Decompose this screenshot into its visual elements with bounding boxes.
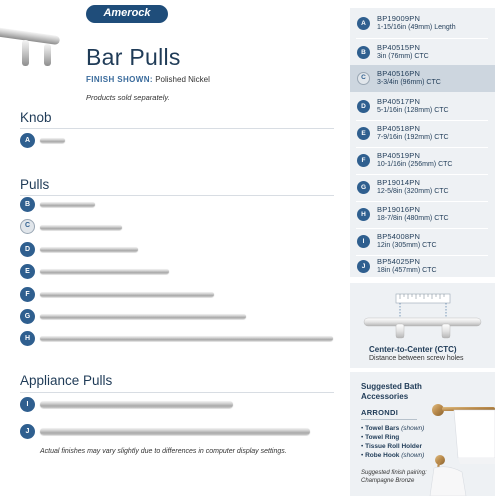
spec-row-h[interactable] <box>350 202 495 227</box>
bath-item-name: Robe Hook <box>365 452 400 459</box>
spec-badge: B <box>357 46 370 59</box>
pull-h-image[interactable] <box>40 336 333 341</box>
badge-b[interactable]: B <box>20 197 35 212</box>
spec-sku: BP40516PN <box>377 69 421 78</box>
brand-logo: Amerock <box>86 5 168 23</box>
bath-divider <box>361 419 417 420</box>
badge-a[interactable]: A <box>20 133 35 148</box>
spec-sku: BP19009PN <box>377 14 421 23</box>
section-title-appliance-pulls: Appliance Pulls <box>20 373 113 388</box>
spec-size: 3in (76mm) CTC <box>377 53 429 60</box>
spec-sku: BP19016PN <box>377 205 421 214</box>
spec-badge: C <box>357 72 370 85</box>
spec-sku: BP40518PN <box>377 124 421 133</box>
spec-badge: G <box>357 181 370 194</box>
spec-list <box>350 8 495 277</box>
pull-g-image[interactable] <box>40 314 246 319</box>
appliance-pull-j-image[interactable] <box>40 428 310 435</box>
section-divider <box>20 392 334 393</box>
finish-shown <box>86 75 210 84</box>
sold-separately-note: Products sold separately. <box>86 93 170 102</box>
spec-size: 1-15/16in (49mm) Length <box>377 24 456 31</box>
section-title-pulls: Pulls <box>20 177 50 192</box>
spec-row-g[interactable] <box>350 175 495 200</box>
badge-e[interactable]: E <box>20 264 35 279</box>
section-divider <box>20 128 334 129</box>
bath-collection-name: ARRONDI <box>361 408 399 417</box>
spec-badge: J <box>357 260 370 273</box>
bath-item: • Robe Hook (shown) <box>361 452 425 459</box>
badge-d[interactable]: D <box>20 242 35 257</box>
spec-badge: H <box>357 208 370 221</box>
spec-row-a[interactable] <box>350 11 495 36</box>
spec-badge: E <box>357 127 370 140</box>
badge-c[interactable]: C <box>20 219 35 234</box>
pull-c-image[interactable] <box>40 225 122 230</box>
badge-h[interactable]: H <box>20 331 35 346</box>
pull-d-image[interactable] <box>40 247 138 252</box>
spec-size: 18-7/8in (480mm) CTC <box>377 215 449 222</box>
spec-size: 12in (305mm) CTC <box>377 242 437 249</box>
badge-f[interactable]: F <box>20 287 35 302</box>
bath-item: • Towel Bars (shown) <box>361 425 425 432</box>
finish-pairing-value: Champagne Bronze <box>361 478 415 484</box>
section-title-knob: Knob <box>20 110 52 125</box>
spec-badge: D <box>357 100 370 113</box>
spec-size: 3-3/4in (96mm) CTC <box>377 79 441 86</box>
pull-b-image[interactable] <box>40 202 95 207</box>
ctc-description: Distance between screw holes <box>369 355 464 362</box>
bath-accessories-heading: Suggested Bath Accessories <box>361 382 422 401</box>
spec-sku: BP19014PN <box>377 178 421 187</box>
bath-item-note: (shown) <box>401 425 425 432</box>
spec-row-e[interactable] <box>350 121 495 146</box>
spec-row-f[interactable] <box>350 148 495 173</box>
spec-size: 5-1/16in (128mm) CTC <box>377 107 449 114</box>
badge-j[interactable]: J <box>20 424 35 439</box>
finish-pairing-label: Suggested finish pairing: <box>361 470 427 476</box>
hero-bar-pull-image <box>0 10 62 70</box>
section-divider <box>20 195 334 196</box>
spec-sku: BP40517PN <box>377 97 421 106</box>
bath-item: • Towel Ring <box>361 434 400 441</box>
ctc-title: Center-to-Center (CTC) <box>369 345 457 354</box>
spec-badge: A <box>357 17 370 30</box>
bath-item-name: Towel Bars <box>365 425 400 432</box>
spec-size: 12-5/8in (320mm) CTC <box>377 188 449 195</box>
spec-size: 18in (457mm) CTC <box>377 267 437 274</box>
finish-label: FINISH SHOWN: <box>86 75 153 84</box>
spec-sku: BP54008PN <box>377 232 421 241</box>
knob-a-image[interactable] <box>40 138 65 143</box>
badge-i[interactable]: I <box>20 397 35 412</box>
spec-row-i[interactable] <box>350 229 495 254</box>
pull-e-image[interactable] <box>40 269 169 274</box>
spec-sku: BP40519PN <box>377 151 421 160</box>
spec-size: 10-1/16in (256mm) CTC <box>377 161 453 168</box>
spec-sku: BP40515PN <box>377 43 421 52</box>
spec-divider <box>356 38 488 39</box>
pull-f-image[interactable] <box>40 292 214 297</box>
spec-sku: BP54025PN <box>377 257 421 266</box>
spec-badge: I <box>357 235 370 248</box>
page-title: Bar Pulls <box>86 44 181 70</box>
bath-item: • Tissue Roll Holder <box>361 443 423 450</box>
spec-row-d[interactable] <box>350 94 495 119</box>
badge-g[interactable]: G <box>20 309 35 324</box>
ctc-diagram-icon <box>360 290 485 342</box>
spec-size: 7-9/16in (192mm) CTC <box>377 134 449 141</box>
spec-badge: F <box>357 154 370 167</box>
bath-item-note: (shown) <box>401 452 425 459</box>
spec-row-j[interactable] <box>350 254 495 279</box>
spec-row-c[interactable] <box>350 65 495 92</box>
bath-item-name: Towel Ring <box>365 434 400 441</box>
bath-accessories-image <box>428 380 495 496</box>
spec-row-b[interactable] <box>350 40 495 65</box>
finish-value: Polished Nickel <box>155 75 210 84</box>
finish-disclaimer: Actual finishes may vary slightly due to differences in computer display settings. <box>40 448 287 455</box>
bath-item-name: Tissue Roll Holder <box>365 443 423 450</box>
appliance-pull-i-image[interactable] <box>40 401 233 408</box>
